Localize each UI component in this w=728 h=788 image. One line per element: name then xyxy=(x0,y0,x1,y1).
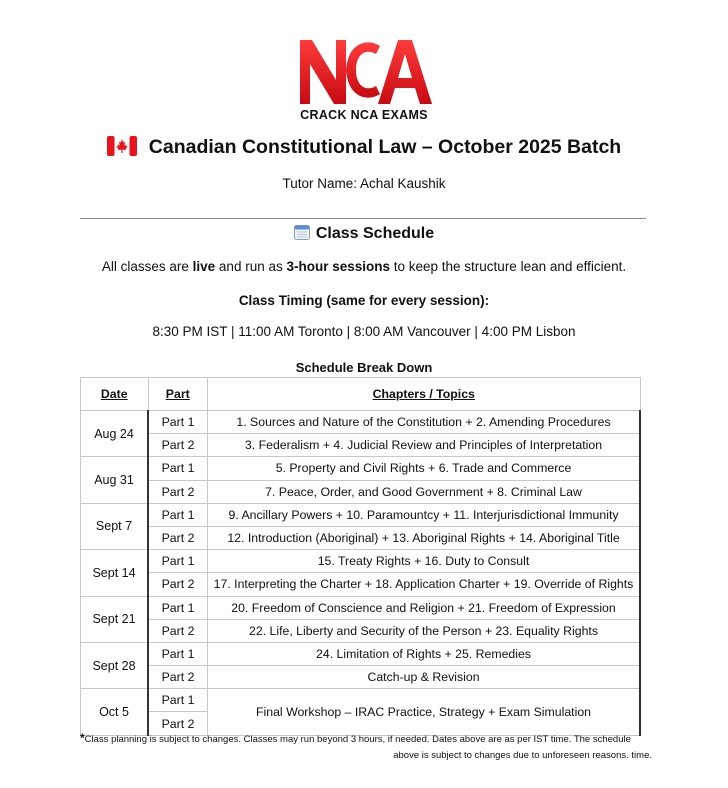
table-row xyxy=(81,573,641,596)
part-cell: Part 2 xyxy=(148,573,208,596)
topic-cell: 7. Peace, Order, and Good Government + 8. Criminal Law xyxy=(208,480,641,503)
date-cell: Aug 31 xyxy=(81,457,149,503)
topic-cell: 15. Treaty Rights + 16. Duty to Consult xyxy=(208,550,641,573)
topic-cell: 3. Federalism + 4. Judicial Review and Principles of Interpretation xyxy=(208,434,641,457)
schedule-heading xyxy=(0,224,728,243)
header-topics: Chapters / Topics xyxy=(208,378,641,411)
page-title xyxy=(0,136,728,159)
calendar-icon xyxy=(294,224,310,240)
intro-live: live xyxy=(192,259,216,274)
part-cell: Part 1 xyxy=(148,457,208,480)
topic-cell: Catch-up & Revision xyxy=(208,666,641,689)
date-cell: Sept 28 xyxy=(81,642,149,688)
part-cell: Part 2 xyxy=(148,480,208,503)
topic-cell: 1. Sources and Nature of the Constitution + 2. Amending Procedures xyxy=(208,411,641,434)
part-cell: Part 2 xyxy=(148,526,208,549)
intro-part: to keep the structure lean and efficient. xyxy=(390,259,627,274)
intro-part: All classes are xyxy=(101,259,193,274)
date-cell: Sept 14 xyxy=(81,550,149,596)
footnote-line2: above is subject to changes due to unforeseen reasons. time. xyxy=(393,750,652,761)
table-row xyxy=(81,434,641,457)
topic-cell: 12. Introduction (Aboriginal) + 13. Aboriginal Rights + 14. Aboriginal Title xyxy=(208,526,641,549)
schedule-heading-text: Class Schedule xyxy=(315,225,435,242)
part-cell: Part 1 xyxy=(148,642,208,665)
table-row xyxy=(81,642,641,665)
date-cell: Oct 5 xyxy=(81,689,149,735)
header-part: Part xyxy=(148,378,208,411)
part-cell: Part 2 xyxy=(148,666,208,689)
table-row xyxy=(81,457,641,480)
topic-cell: 17. Interpreting the Charter + 18. Application Charter + 19. Override of Rights xyxy=(208,573,641,596)
table-row xyxy=(81,550,641,573)
part-cell: Part 1 xyxy=(148,550,208,573)
timing-heading: Class Timing (same for every session): xyxy=(238,293,490,308)
schedule-table xyxy=(80,377,641,736)
tutor-name: Tutor Name: Achal Kaushik xyxy=(282,176,446,191)
topic-cell: 22. Life, Liberty and Security of the Person + 23. Equality Rights xyxy=(208,619,641,642)
part-cell: Part 2 xyxy=(148,712,208,735)
intro-hours: 3-hour sessions xyxy=(286,259,390,274)
table-row xyxy=(81,666,641,689)
table-header-row xyxy=(81,378,641,411)
logo-text: CRACK NCA EXAMS xyxy=(300,108,428,122)
table-row xyxy=(81,526,641,549)
topic-cell: 20. Freedom of Conscience and Religion + 21. Freedom of Expression xyxy=(208,596,641,619)
table-row xyxy=(81,689,641,712)
header-date: Date xyxy=(81,378,149,411)
table-row xyxy=(81,596,641,619)
table-row xyxy=(81,503,641,526)
footnote-star: * xyxy=(80,731,85,745)
part-cell: Part 1 xyxy=(148,689,208,712)
breakdown-heading: Schedule Break Down xyxy=(295,360,433,375)
topic-cell: 24. Limitation of Rights + 25. Remedies xyxy=(208,642,641,665)
divider xyxy=(80,218,646,219)
part-cell: Part 1 xyxy=(148,596,208,619)
topic-cell: 5. Property and Civil Rights + 6. Trade and Commerce xyxy=(208,457,641,480)
date-cell: Sept 7 xyxy=(81,503,149,549)
intro-part: and run as xyxy=(215,259,287,274)
intro-text xyxy=(0,259,728,274)
topic-cell: Final Workshop – IRAC Practice, Strategy + Exam Simulation xyxy=(208,689,641,735)
table-row xyxy=(81,619,641,642)
table-row xyxy=(81,411,641,434)
canada-flag-icon xyxy=(107,136,137,156)
topic-cell: 9. Ancillary Powers + 10. Paramountcy + 11. Interjurisdictional Immunity xyxy=(208,503,641,526)
footnote-line1: Class planning is subject to changes. Classes may run beyond 3 hours, if needed. Dates above are as per IST time. The schedule xyxy=(84,734,631,745)
footnote xyxy=(80,730,652,764)
part-cell: Part 2 xyxy=(148,434,208,457)
part-cell: Part 2 xyxy=(148,619,208,642)
date-cell: Sept 21 xyxy=(81,596,149,642)
part-cell: Part 1 xyxy=(148,411,208,434)
part-cell: Part 1 xyxy=(148,503,208,526)
title-text: Canadian Constitutional Law – October 2025 Batch xyxy=(148,136,622,158)
table-row xyxy=(81,480,641,503)
timing-text: 8:30 PM IST | 11:00 AM Toronto | 8:00 AM Vancouver | 4:00 PM Lisbon xyxy=(152,324,576,339)
date-cell: Aug 24 xyxy=(81,411,149,457)
